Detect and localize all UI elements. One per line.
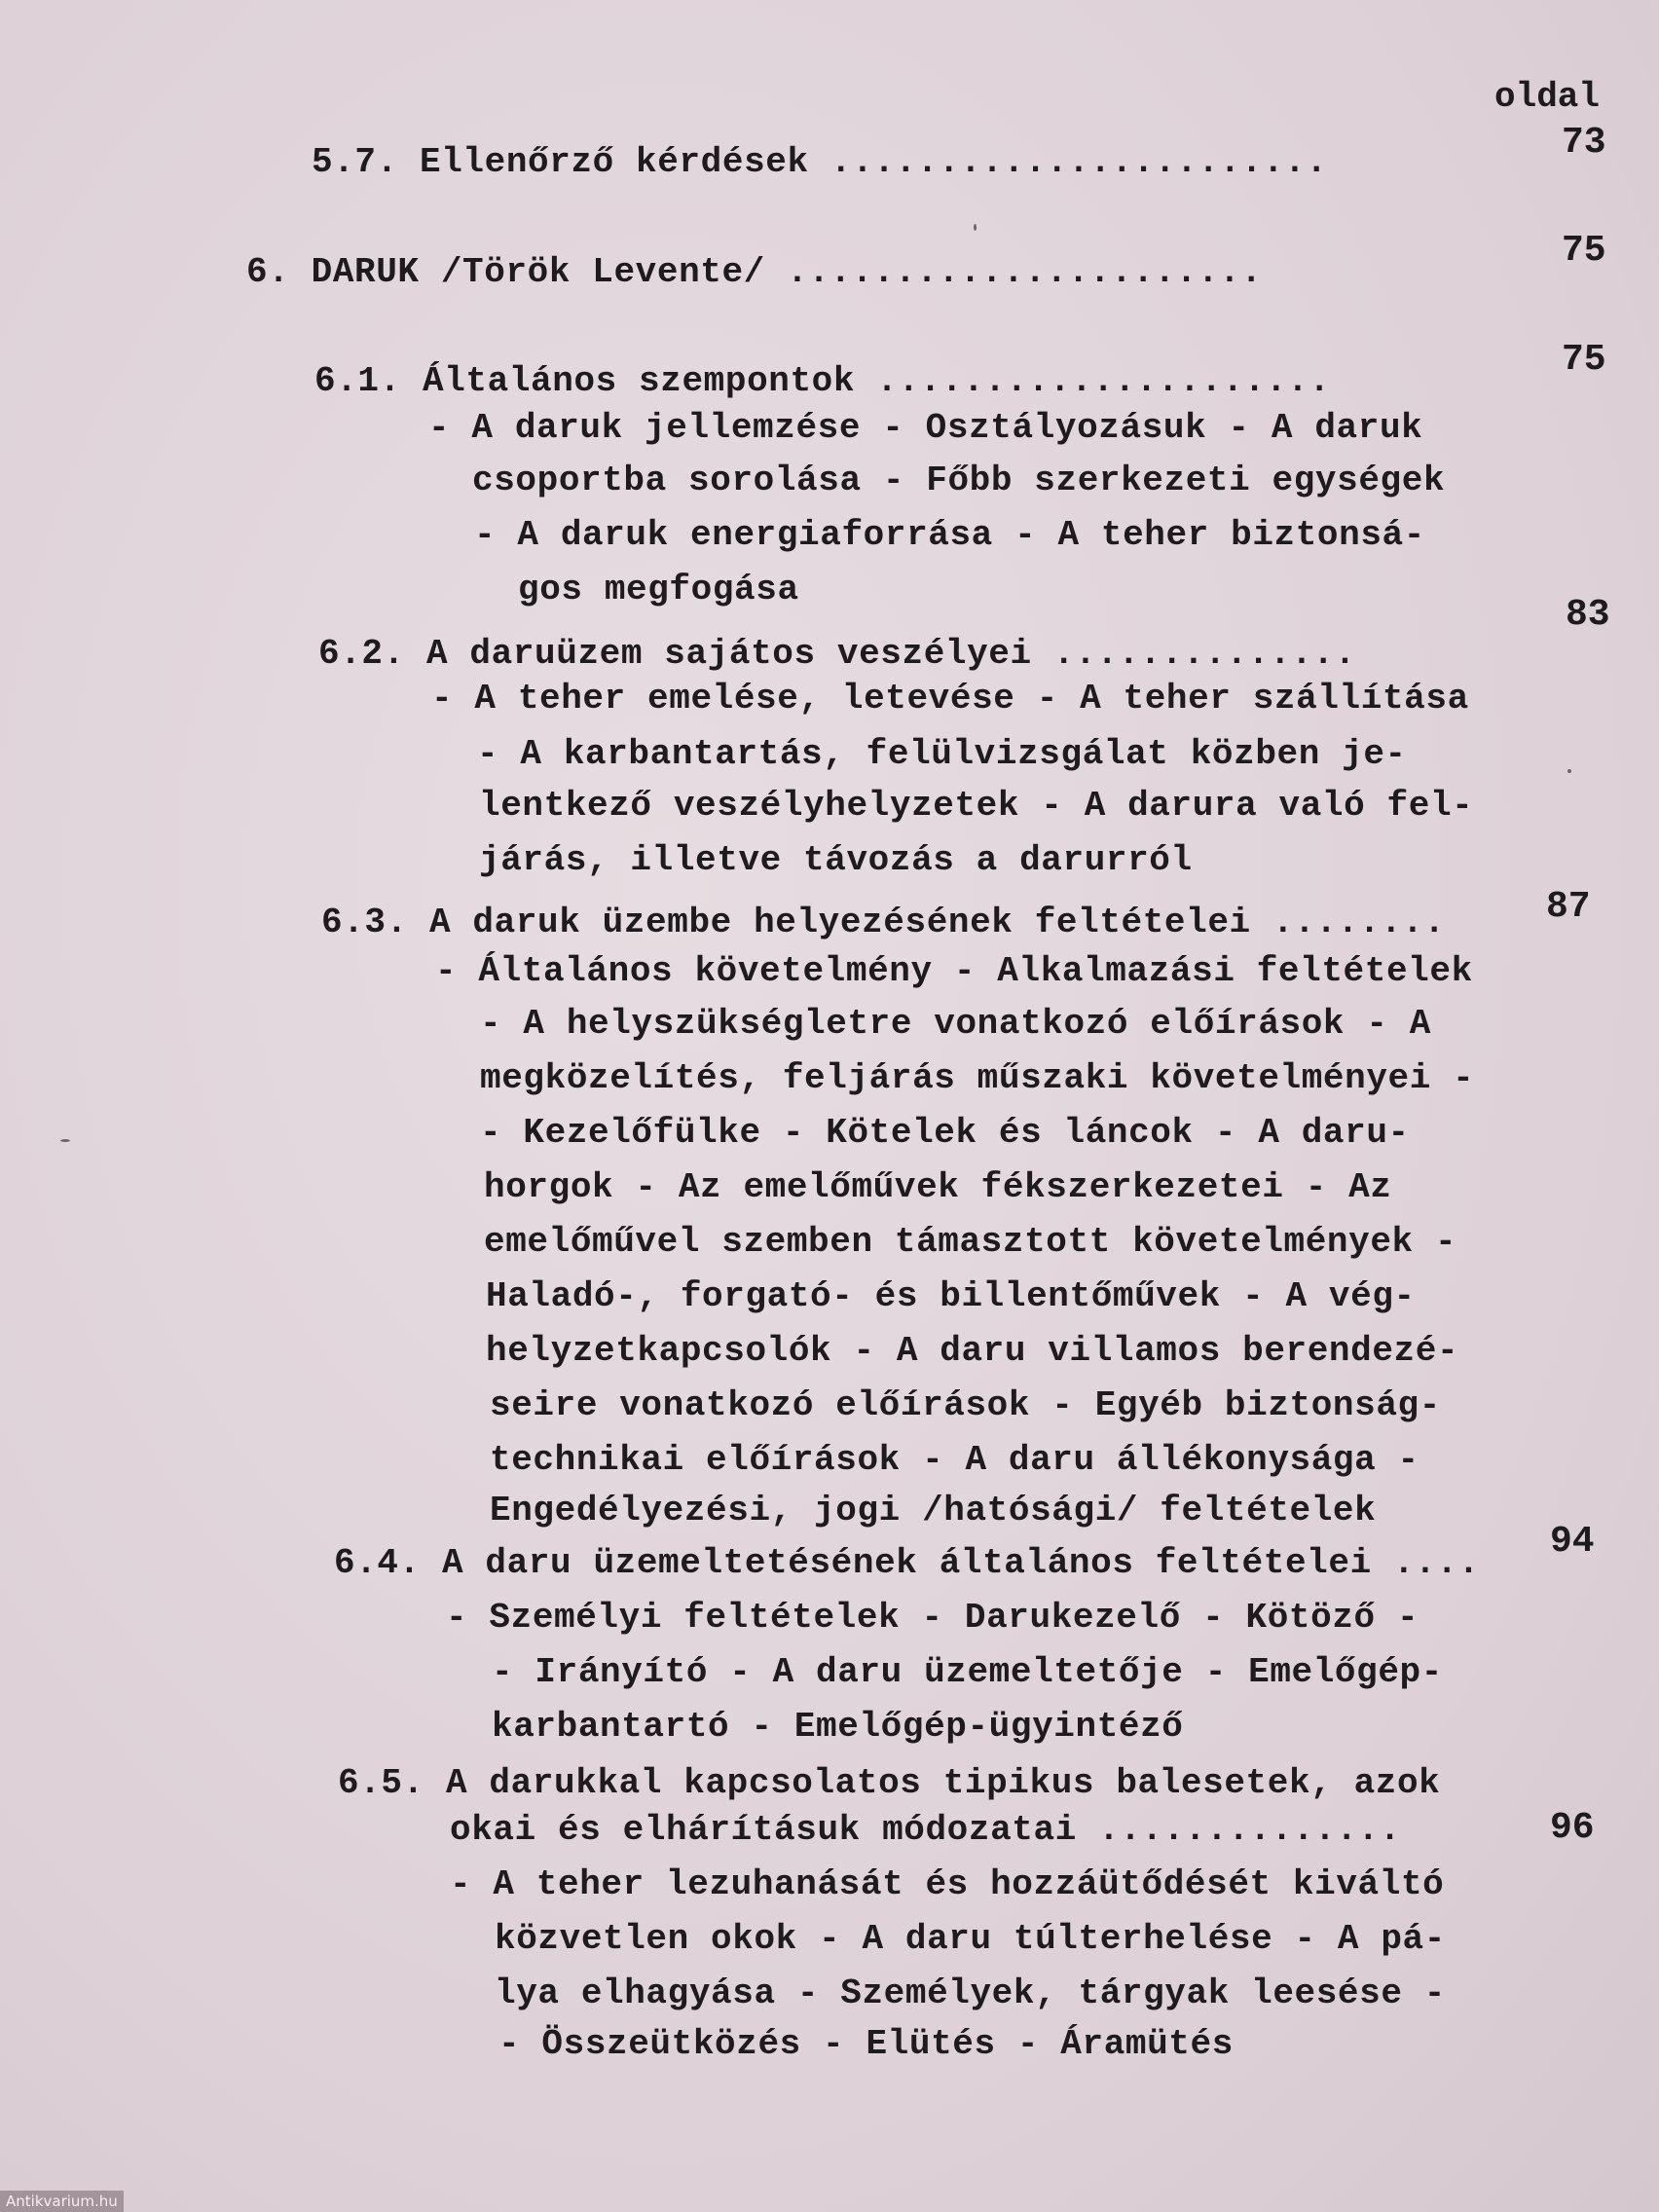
paper-speck — [974, 224, 977, 231]
toc-entry-6-3: 6.3. A daruk üzembe helyezésének feltételei ........ — [321, 903, 1446, 942]
toc-subtopics-line: - Személyi feltételek - Darukezelő - Kötöző - — [446, 1598, 1419, 1638]
toc-entry-6-4: 6.4. A daru üzemeltetésének általános feltételei .... — [334, 1543, 1480, 1583]
toc-entry-6-5: 6.5. A darukkal kapcsolatos tipikus balesetek, azok — [338, 1763, 1441, 1803]
toc-subtopics-line: gos megfogása — [518, 570, 799, 609]
page-number: 75 — [1562, 339, 1606, 381]
toc-chapter-6: 6. DARUK /Török Levente/ ...................... — [246, 252, 1263, 292]
toc-entry-5-7: 5.7. Ellenőrző kérdések ....................... — [312, 142, 1328, 182]
toc-subtopics-line: - A karbantartás, felülvizsgálat közben je- — [477, 734, 1407, 774]
page-number: 87 — [1546, 886, 1591, 928]
toc-subtopics-line: megközelítés, feljárás műszaki követelményei - — [480, 1058, 1475, 1098]
toc-subtopics-line: horgok - Az emelőművek fékszerkezetei - Az — [484, 1167, 1392, 1207]
toc-subtopics-line: járás, illetve távozás a darurról — [479, 840, 1193, 880]
toc-subtopics-line: emelőművel szemben támasztott követelmények - — [484, 1222, 1457, 1262]
toc-entry-6-1: 6.1. Általános szempontok ..................... — [314, 361, 1331, 401]
page-number: 73 — [1562, 122, 1606, 164]
toc-subtopics-line: - A teher lezuhanását és hozzáütődését kiváltó — [450, 1864, 1445, 1904]
toc-subtopics-line: - A daruk energiaforrása - A teher biztonsá- — [474, 515, 1425, 555]
toc-subtopics-line: - Kezelőfülke - Kötelek és láncok - A daru- — [480, 1113, 1410, 1153]
page-number: 75 — [1562, 230, 1606, 272]
toc-subtopics-line: közvetlen okok - A daru túlterhelése - A pá- — [495, 1919, 1446, 1959]
page-number: 83 — [1566, 594, 1610, 636]
toc-subtopics-line: seire vonatkozó előírások - Egyéb biztonság- — [490, 1385, 1441, 1425]
paper-speck — [1567, 769, 1571, 773]
paper-speck — [60, 1139, 70, 1142]
watermark: Antikvarium.hu — [0, 2191, 124, 2212]
toc-subtopics-line: lentkező veszélyhelyzetek - A darura való fel- — [479, 786, 1474, 826]
toc-subtopics-line: csoportba sorolása - Főbb szerkezeti egységek — [472, 461, 1446, 500]
toc-subtopics-line: - A teher emelése, letevése - A teher szállítása — [431, 679, 1469, 719]
page-number: 94 — [1550, 1521, 1595, 1563]
toc-subtopics-line: helyzetkapcsolók - A daru villamos berendezé- — [486, 1331, 1459, 1371]
page-column-header: oldal — [1494, 77, 1601, 117]
toc-subtopics-line: - Összeütközés - Elütés - Áramütés — [498, 2024, 1234, 2064]
toc-subtopics-line: - A daruk jellemzése - Osztályozásuk - A daruk — [428, 408, 1423, 448]
page-number: 96 — [1550, 1807, 1595, 1849]
toc-subtopics-line: - Általános követelmény - Alkalmazási feltételek — [435, 951, 1473, 991]
toc-subtopics-line: Engedélyezési, jogi /hatósági/ feltételek — [490, 1491, 1377, 1530]
toc-subtopics-line: lya elhagyása - Személyek, tárgyak leesése - — [495, 1973, 1446, 2013]
toc-subtopics-line: Haladó-, forgató- és billentőművek - A vég- — [486, 1276, 1416, 1316]
toc-entry-6-2: 6.2. A daruüzem sajátos veszélyei .............. — [318, 634, 1356, 674]
toc-subtopics-line: karbantartó - Emelőgép-ügyintéző — [492, 1707, 1184, 1747]
toc-subtopics-line: technikai előírások - A daru állékonysága - — [490, 1440, 1419, 1480]
toc-subtopics-line: - Irányító - A daru üzemeltetője - Emelőgép- — [492, 1652, 1443, 1692]
toc-entry-6-5-cont: okai és elhárításuk módozatai .............. — [450, 1810, 1401, 1850]
toc-subtopics-line: - A helyszükségletre vonatkozó előírások - A — [480, 1004, 1431, 1044]
